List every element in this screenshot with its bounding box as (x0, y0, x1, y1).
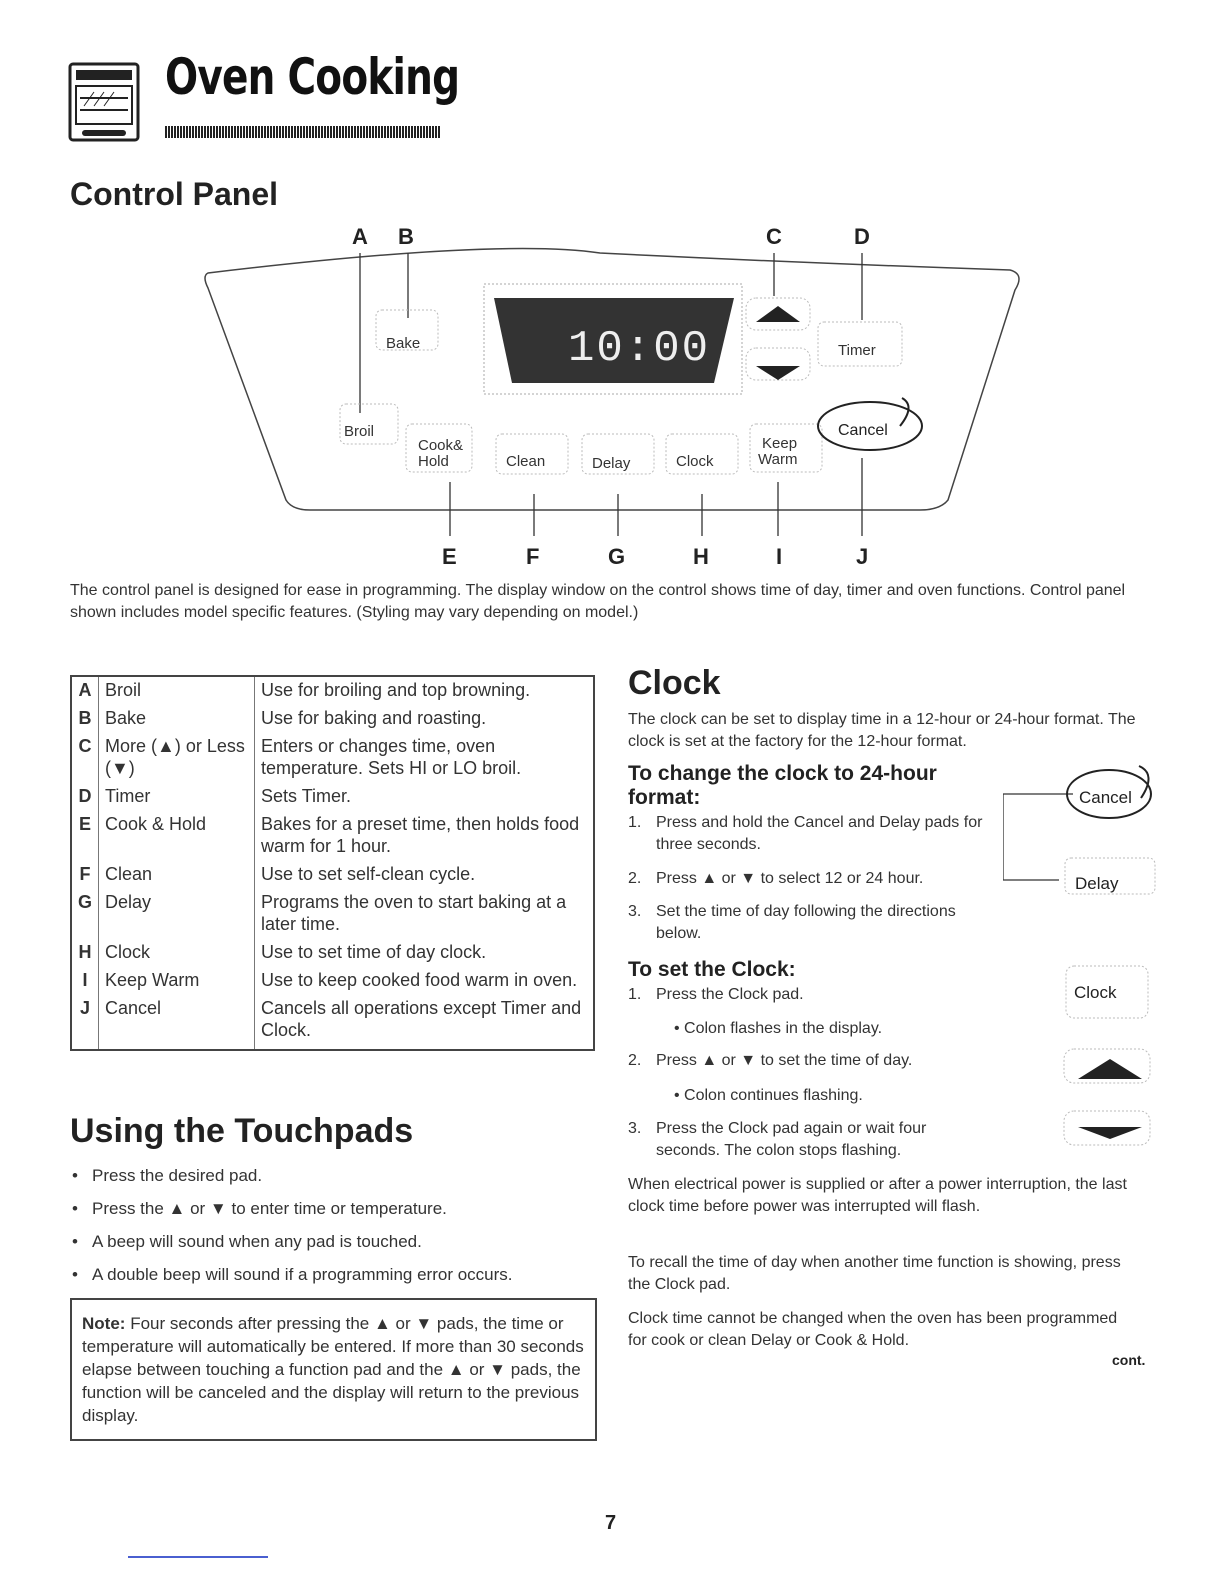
side-delay-label: Delay (1075, 874, 1119, 893)
table-cell: H (71, 939, 99, 967)
list-item: • Press the ▲ or ▼ to enter time or temperature. (70, 1198, 590, 1231)
table-cell: J (71, 995, 99, 1050)
pad-bake: Bake (386, 335, 421, 352)
table-row (71, 967, 594, 995)
pad-keep-1: Keep (762, 435, 798, 452)
power-paragraph: When electrical power is supplied or after a power interruption, the last clock time before power was interrupted will flash. (628, 1176, 1127, 1215)
step-text: Press ▲ or ▼ to set the time of day. (656, 1052, 913, 1069)
table-cell: More (▲) or Less (▼) (99, 733, 255, 783)
change-step-2 (628, 868, 988, 890)
page-number: 7 (605, 1512, 617, 1534)
pad-broil: Broil (344, 423, 375, 440)
table-cell: Programs the oven to start baking at a later time. (261, 892, 567, 934)
touchpads-heading: Using the Touchpads (70, 1112, 414, 1150)
table-cell: Use to set self-clean cycle. (261, 864, 476, 884)
table-row (71, 861, 594, 889)
side-clock-label: Clock (1074, 983, 1117, 1002)
table-cell: Cancels all operations except Timer and Clock. (261, 998, 582, 1040)
label-i: I (776, 544, 783, 569)
page-title: Oven Cooking (165, 48, 460, 106)
label-j: J (856, 544, 869, 569)
table-cell: G (71, 889, 99, 939)
cancel-delay-graphic (1003, 758, 1163, 898)
set-step-1-sub: • Colon flashes in the display. (674, 1018, 882, 1040)
function-table (70, 675, 595, 1051)
table-cell: Clock (99, 939, 255, 967)
table-cell: Enters or changes time, oven temperature. Sets HI or LO broil. (261, 736, 522, 778)
table-cell: A (71, 676, 99, 705)
table-cell: Bakes for a preset time, then holds food warm for 1 hour. (261, 814, 580, 856)
recall-paragraph: To recall the time of day when another time function is showing, press the Clock pad. (628, 1254, 1121, 1293)
table-cell: F (71, 861, 99, 889)
change-format-heading: To change the clock to 24-hour format: (628, 762, 937, 809)
step-text: Press the Clock pad. (656, 986, 804, 1003)
table-row (71, 889, 594, 939)
pad-delay: Delay (592, 455, 631, 472)
display-time: 10:00 (568, 324, 711, 374)
table-cell: D (71, 783, 99, 811)
list-item: • A beep will sound when any pad is touched. (70, 1231, 590, 1264)
table-cell: Broil (99, 676, 255, 705)
label-a: A (352, 224, 368, 249)
step-text: 1. (628, 986, 642, 1003)
set-step-3 (628, 1118, 988, 1162)
control-panel-diagram (200, 218, 1030, 570)
pad-timer: Timer (838, 342, 876, 359)
table-row (71, 995, 594, 1050)
footer-line (128, 1556, 268, 1558)
set-clock-heading: To set the Clock: (628, 958, 796, 981)
table-cell: Cook & Hold (99, 811, 255, 861)
table-row (71, 676, 594, 705)
table-cell: I (71, 967, 99, 995)
step-text: Press the Clock pad again or wait four seconds. The colon stops flashing. (656, 1120, 927, 1159)
title-underline (165, 126, 440, 138)
clock-intro: The clock can be set to display time in a 12-hour or 24-hour format. The clock is set at the factory for the 12-hour format. (628, 711, 1136, 750)
table-row (71, 811, 594, 861)
note-text: Four seconds after pressing the ▲ or ▼ pads, the time or temperature will automatically be entered. If more than 30 seconds elapse between touching a function pad and the ▲ or ▼ pads, the function will be canceled and the display will return to the previous display. (82, 1314, 584, 1425)
label-d: D (854, 224, 870, 249)
pad-clock: Clock (676, 453, 714, 470)
pad-keep-2: Warm (758, 451, 798, 468)
table-cell: C (71, 733, 99, 783)
list-item: • A double beep will sound if a programming error occurs. (70, 1264, 590, 1297)
change-step-3 (628, 901, 988, 945)
table-cell: Sets Timer. (261, 786, 352, 806)
label-c: C (766, 224, 782, 249)
table-cell: Cancel (99, 995, 255, 1050)
clock-pad-graphic (1062, 962, 1152, 1022)
change-step-1 (628, 812, 988, 856)
table-cell: Use for broiling and top browning. (261, 680, 531, 700)
label-b: B (398, 224, 414, 249)
label-g: G (608, 544, 626, 569)
step-text: 1. (628, 814, 642, 831)
step-text: 3. (628, 1120, 642, 1137)
table-row (71, 939, 594, 967)
list-item: • Press the desired pad. (70, 1165, 590, 1198)
step-text: Set the time of day following the directions below. (656, 903, 956, 942)
step-text: Press and hold the Cancel and Delay pads for three seconds. (656, 814, 983, 853)
down-arrow-icon (1060, 1107, 1155, 1149)
step-text: 2. (628, 870, 642, 887)
table-cell: Bake (99, 705, 255, 733)
table-cell: Use to set time of day clock. (261, 942, 487, 962)
table-cell: Timer (99, 783, 255, 811)
table-cell: Clean (99, 861, 255, 889)
control-panel-description: The control panel is designed for ease in programming. The display window on the control shows time of day, timer and oven functions. Control panel shown includes model specific features. (Styling may vary depending on model.) (70, 582, 1126, 621)
set-step-2-sub: • Colon continues flashing. (674, 1085, 863, 1107)
table-cell: Delay (99, 889, 255, 939)
table-cell: Use for baking and roasting. (261, 708, 487, 728)
table-row (71, 705, 594, 733)
pad-clean: Clean (506, 453, 546, 470)
label-f: F (526, 544, 540, 569)
pad-cancel: Cancel (838, 422, 888, 439)
pad-cook-hold-2: Hold (418, 453, 449, 470)
table-cell: E (71, 811, 99, 861)
step-text: 2. (628, 1052, 642, 1069)
note-label: Note: (82, 1314, 126, 1333)
label-e: E (442, 544, 457, 569)
set-step-2 (628, 1050, 988, 1072)
change-note-paragraph: Clock time cannot be changed when the oven has been programmed for cook or clean Delay or Cook & Hold. (628, 1310, 1118, 1349)
table-row (71, 783, 594, 811)
note-box (70, 1298, 597, 1441)
touchpads-list (70, 1165, 590, 1297)
side-cancel-label: Cancel (1079, 788, 1132, 807)
control-panel-heading: Control Panel (70, 176, 279, 212)
step-text: Press ▲ or ▼ to select 12 or 24 hour. (656, 870, 924, 887)
oven-icon (68, 62, 140, 142)
set-step-1 (628, 984, 988, 1006)
pad-cook-hold-1: Cook& (418, 437, 464, 454)
up-arrow-icon (1060, 1045, 1155, 1087)
clock-heading: Clock (628, 664, 721, 702)
table-cell: Use to keep cooked food warm in oven. (261, 970, 578, 990)
table-row (71, 733, 594, 783)
label-h: H (693, 544, 709, 569)
step-text: 3. (628, 903, 642, 920)
continued-label: cont. (1112, 1352, 1146, 1368)
table-cell: B (71, 705, 99, 733)
table-cell: Keep Warm (99, 967, 255, 995)
